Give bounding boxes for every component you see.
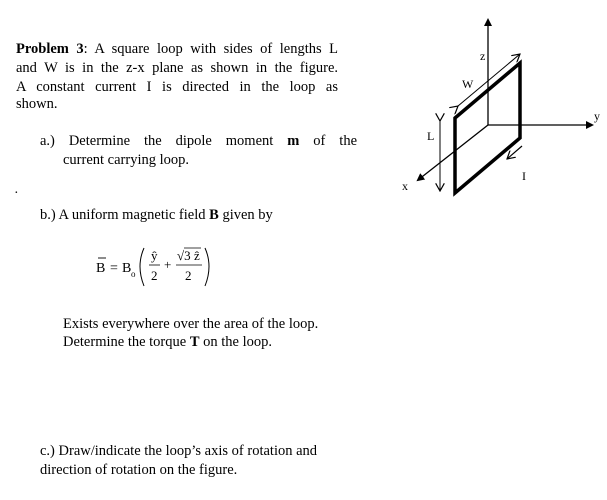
equation-coef: B bbox=[122, 261, 132, 276]
part-b-text-post: given by bbox=[218, 207, 273, 223]
part-b-line-3-post: on the loop. bbox=[199, 334, 272, 350]
stray-mark: · bbox=[14, 186, 19, 201]
part-b-line-1 bbox=[40, 206, 273, 225]
z-axis-label: z bbox=[480, 49, 486, 63]
term2-num-sqrt: √3 bbox=[177, 248, 191, 263]
part-b-text: b.) A uniform magnetic field bbox=[40, 207, 210, 223]
problem-intro-line-1 bbox=[16, 40, 338, 59]
term2-den: 2 bbox=[185, 268, 192, 283]
torque-symbol: T bbox=[189, 334, 200, 350]
l-label: L bbox=[427, 129, 435, 143]
problem-intro-line-4: shown. bbox=[16, 96, 58, 112]
y-axis-label: y bbox=[594, 109, 600, 123]
part-b-line-3-text: Determine the torque bbox=[63, 334, 190, 350]
term2-num-var: ẑ bbox=[194, 248, 200, 263]
problem-intro-rest: : A square loop with sides of lengths L bbox=[83, 41, 339, 57]
problem-intro-line-2: and W is in the z-x plane as shown in the figure. bbox=[16, 60, 338, 76]
field-equation bbox=[90, 236, 230, 296]
equation-coef-sub: o bbox=[131, 269, 136, 279]
part-c-line-1: c.) Draw/indicate the loop’s axis of rotation and bbox=[40, 443, 318, 459]
term1-num: ŷ bbox=[151, 248, 158, 263]
part-b-line-3 bbox=[63, 333, 272, 352]
equation-plus: + bbox=[164, 257, 172, 272]
w-label: W bbox=[462, 77, 474, 91]
part-a-text-post: of the bbox=[299, 133, 358, 149]
part-a-line-1 bbox=[40, 132, 357, 151]
left-paren bbox=[140, 248, 144, 286]
right-paren bbox=[205, 248, 209, 286]
dipole-moment-symbol: m bbox=[287, 133, 300, 149]
part-a-line-2: current carrying loop. bbox=[63, 152, 190, 168]
term1-den: 2 bbox=[151, 268, 158, 283]
problem-intro-line-3: A constant current I is directed in the loop as bbox=[16, 79, 338, 95]
equation-equals: = bbox=[110, 261, 118, 276]
x-axis-label: x bbox=[402, 179, 408, 193]
part-a-text: a.) Determine the dipole moment bbox=[40, 133, 288, 149]
part-c-line-2: direction of rotation on the figure. bbox=[40, 462, 238, 478]
part-b-line-2: Exists everywhere over the area of the loop. bbox=[63, 316, 319, 332]
current-label: I bbox=[522, 169, 526, 183]
problem-label: Problem 3 bbox=[16, 41, 84, 57]
loop-figure bbox=[380, 0, 607, 210]
field-symbol: B bbox=[209, 207, 219, 223]
equation-lhs: B bbox=[96, 261, 106, 276]
